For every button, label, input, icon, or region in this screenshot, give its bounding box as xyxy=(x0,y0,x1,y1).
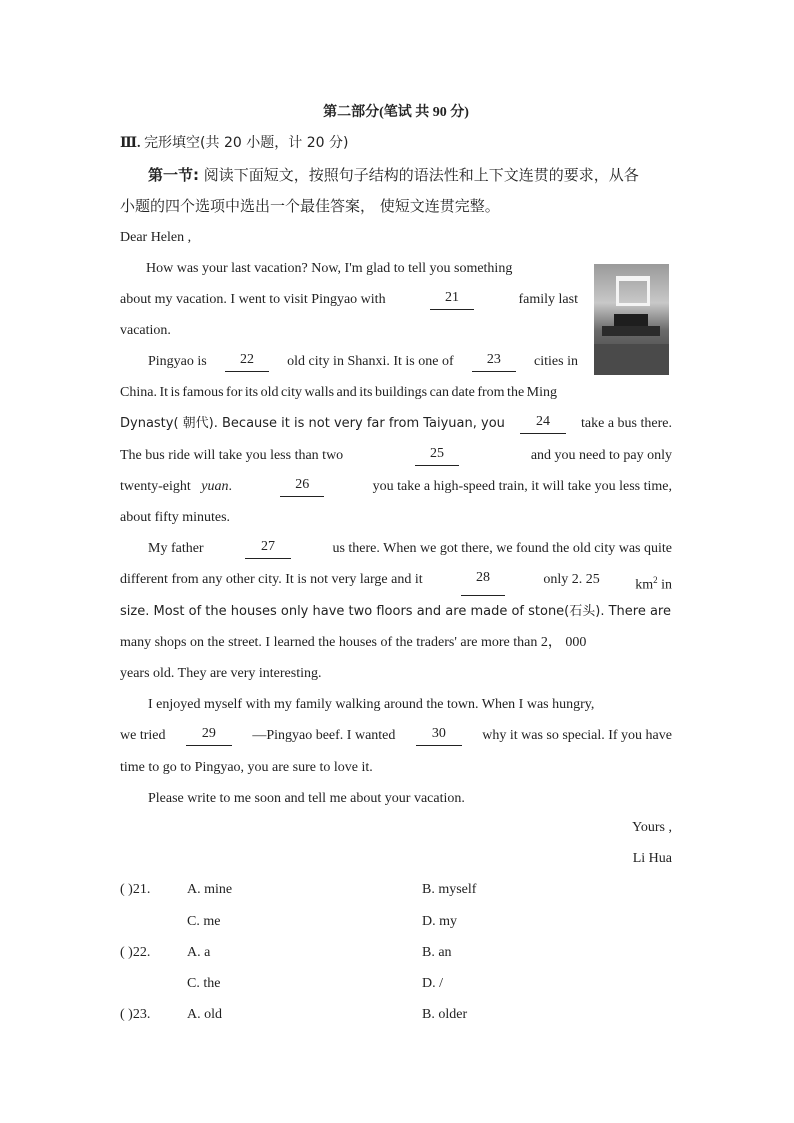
blank-26[interactable]: 26 xyxy=(280,477,324,497)
passage-line xyxy=(120,570,672,596)
salutation: Dear Helen , xyxy=(120,230,192,245)
blank-28[interactable]: 28 xyxy=(461,570,505,596)
blank-27[interactable]: 27 xyxy=(245,539,291,559)
option-d[interactable]: D. / xyxy=(422,976,443,991)
text-run: family last xyxy=(518,292,578,307)
passage-line xyxy=(120,290,578,310)
tower-roof xyxy=(602,326,660,336)
text-run: Pingyao is xyxy=(148,354,207,369)
text-run: old city in Shanxi. It is one of xyxy=(287,354,454,369)
option-a[interactable]: A. a xyxy=(187,945,211,960)
passage-line: time to go to Pingyao, you are sure to love it. xyxy=(120,760,373,775)
instruction-text-1: 阅读下面短文，按照句子结构的语法性和上下文连贯的要求，从各 xyxy=(203,166,639,184)
unit-text: km xyxy=(635,577,654,593)
text-run: why it was so special. If you have xyxy=(482,728,672,743)
option-a[interactable]: A. mine xyxy=(187,882,233,897)
tower-roof-top xyxy=(614,314,648,326)
text-run: My father xyxy=(148,541,204,556)
passage-line xyxy=(120,352,578,372)
text-run: take a bus there. xyxy=(581,416,672,431)
text-run: in xyxy=(661,577,672,593)
page-title: 第二部分(笔试 共 90 分) xyxy=(323,105,469,120)
option-b[interactable]: B. older xyxy=(422,1007,468,1022)
passage-line: years old. They are very interesting. xyxy=(120,666,322,681)
section-number: Ⅲ. xyxy=(120,136,141,151)
calligraphy-mark xyxy=(616,276,650,306)
text-run: about my vacation. I went to visit Pingyao with xyxy=(120,292,386,307)
passage-line: many shops on the street. I learned the houses of the traders' are more than 2， 000 xyxy=(120,635,587,650)
blank-23[interactable]: 23 xyxy=(472,352,516,372)
text-run xyxy=(120,477,232,497)
option-b[interactable]: B. an xyxy=(422,945,452,960)
pingyao-photo xyxy=(594,264,669,375)
city-wall xyxy=(594,344,669,375)
option-b[interactable]: B. myself xyxy=(422,882,477,897)
closing: Yours , xyxy=(632,820,672,835)
blank-29[interactable]: 29 xyxy=(186,726,232,746)
question-number: ( )21. xyxy=(120,882,151,897)
question-number: ( )22. xyxy=(120,945,151,960)
text-run: . xyxy=(228,479,232,494)
passage-line xyxy=(120,726,672,746)
text-run: you take a high-speed train, it will take you less time, xyxy=(372,479,672,494)
instruction-line-1 xyxy=(148,165,639,185)
blank-22[interactable]: 22 xyxy=(225,352,269,372)
blank-25[interactable]: 25 xyxy=(415,446,459,466)
text-run: Dynasty( 朝代). Because it is not very far from Taiyuan, you xyxy=(120,416,505,431)
blank-30[interactable]: 30 xyxy=(416,726,462,746)
currency-word: yuan xyxy=(201,479,229,494)
text-run: different from any other city. It is not very large and it xyxy=(120,572,423,587)
option-d[interactable]: D. my xyxy=(422,914,457,929)
passage-line xyxy=(120,477,672,497)
passage-line: vacation. xyxy=(120,323,171,338)
option-a[interactable]: A. old xyxy=(187,1007,222,1022)
text-run: only 2. 25 xyxy=(543,572,600,587)
passage-line: How was your last vacation? Now, I'm glad to tell you something xyxy=(146,261,513,276)
instruction-part-label: 第一节: xyxy=(148,166,199,184)
passage-line: I enjoyed myself with my family walking around the town. When I was hungry, xyxy=(148,697,595,712)
blank-24[interactable]: 24 xyxy=(520,414,566,434)
text-run: and you need to pay only xyxy=(530,448,672,463)
unit-exponent: 2 xyxy=(653,575,658,585)
section-heading xyxy=(120,133,348,154)
text-run: us there. When we got there, we found the old city was quite xyxy=(332,541,672,556)
option-c[interactable]: C. the xyxy=(187,976,221,991)
text-run: twenty-eight xyxy=(120,479,191,494)
passage-line xyxy=(120,414,672,434)
text-run: —Pingyao beef. I wanted xyxy=(252,728,396,743)
passage-line: about fifty minutes. xyxy=(120,510,231,525)
instruction-line-2: 小题的四个选项中选出一个最佳答案， 使短文连贯完整。 xyxy=(120,197,500,215)
signature: Li Hua xyxy=(632,851,672,866)
exam-page xyxy=(120,0,672,1123)
passage-line: China. It is famous for its old city walls and its buildings can date from the Ming xyxy=(120,385,557,400)
section-title: 完形填空(共 20 小题，计 20 分) xyxy=(144,135,349,151)
question-number: ( )23. xyxy=(120,1007,151,1022)
text-run: The bus ride will take you less than two xyxy=(120,448,344,463)
text-run: cities in xyxy=(534,354,578,369)
text-run: we tried xyxy=(120,728,166,743)
option-c[interactable]: C. me xyxy=(187,914,221,929)
unit-run xyxy=(635,570,672,596)
blank-21[interactable]: 21 xyxy=(430,290,474,310)
passage-line: size. Most of the houses only have two floors and are made of stone(石头). There are xyxy=(120,604,671,619)
passage-line: Please write to me soon and tell me about your vacation. xyxy=(148,791,465,806)
passage-line xyxy=(120,446,672,466)
passage-line xyxy=(120,539,672,559)
